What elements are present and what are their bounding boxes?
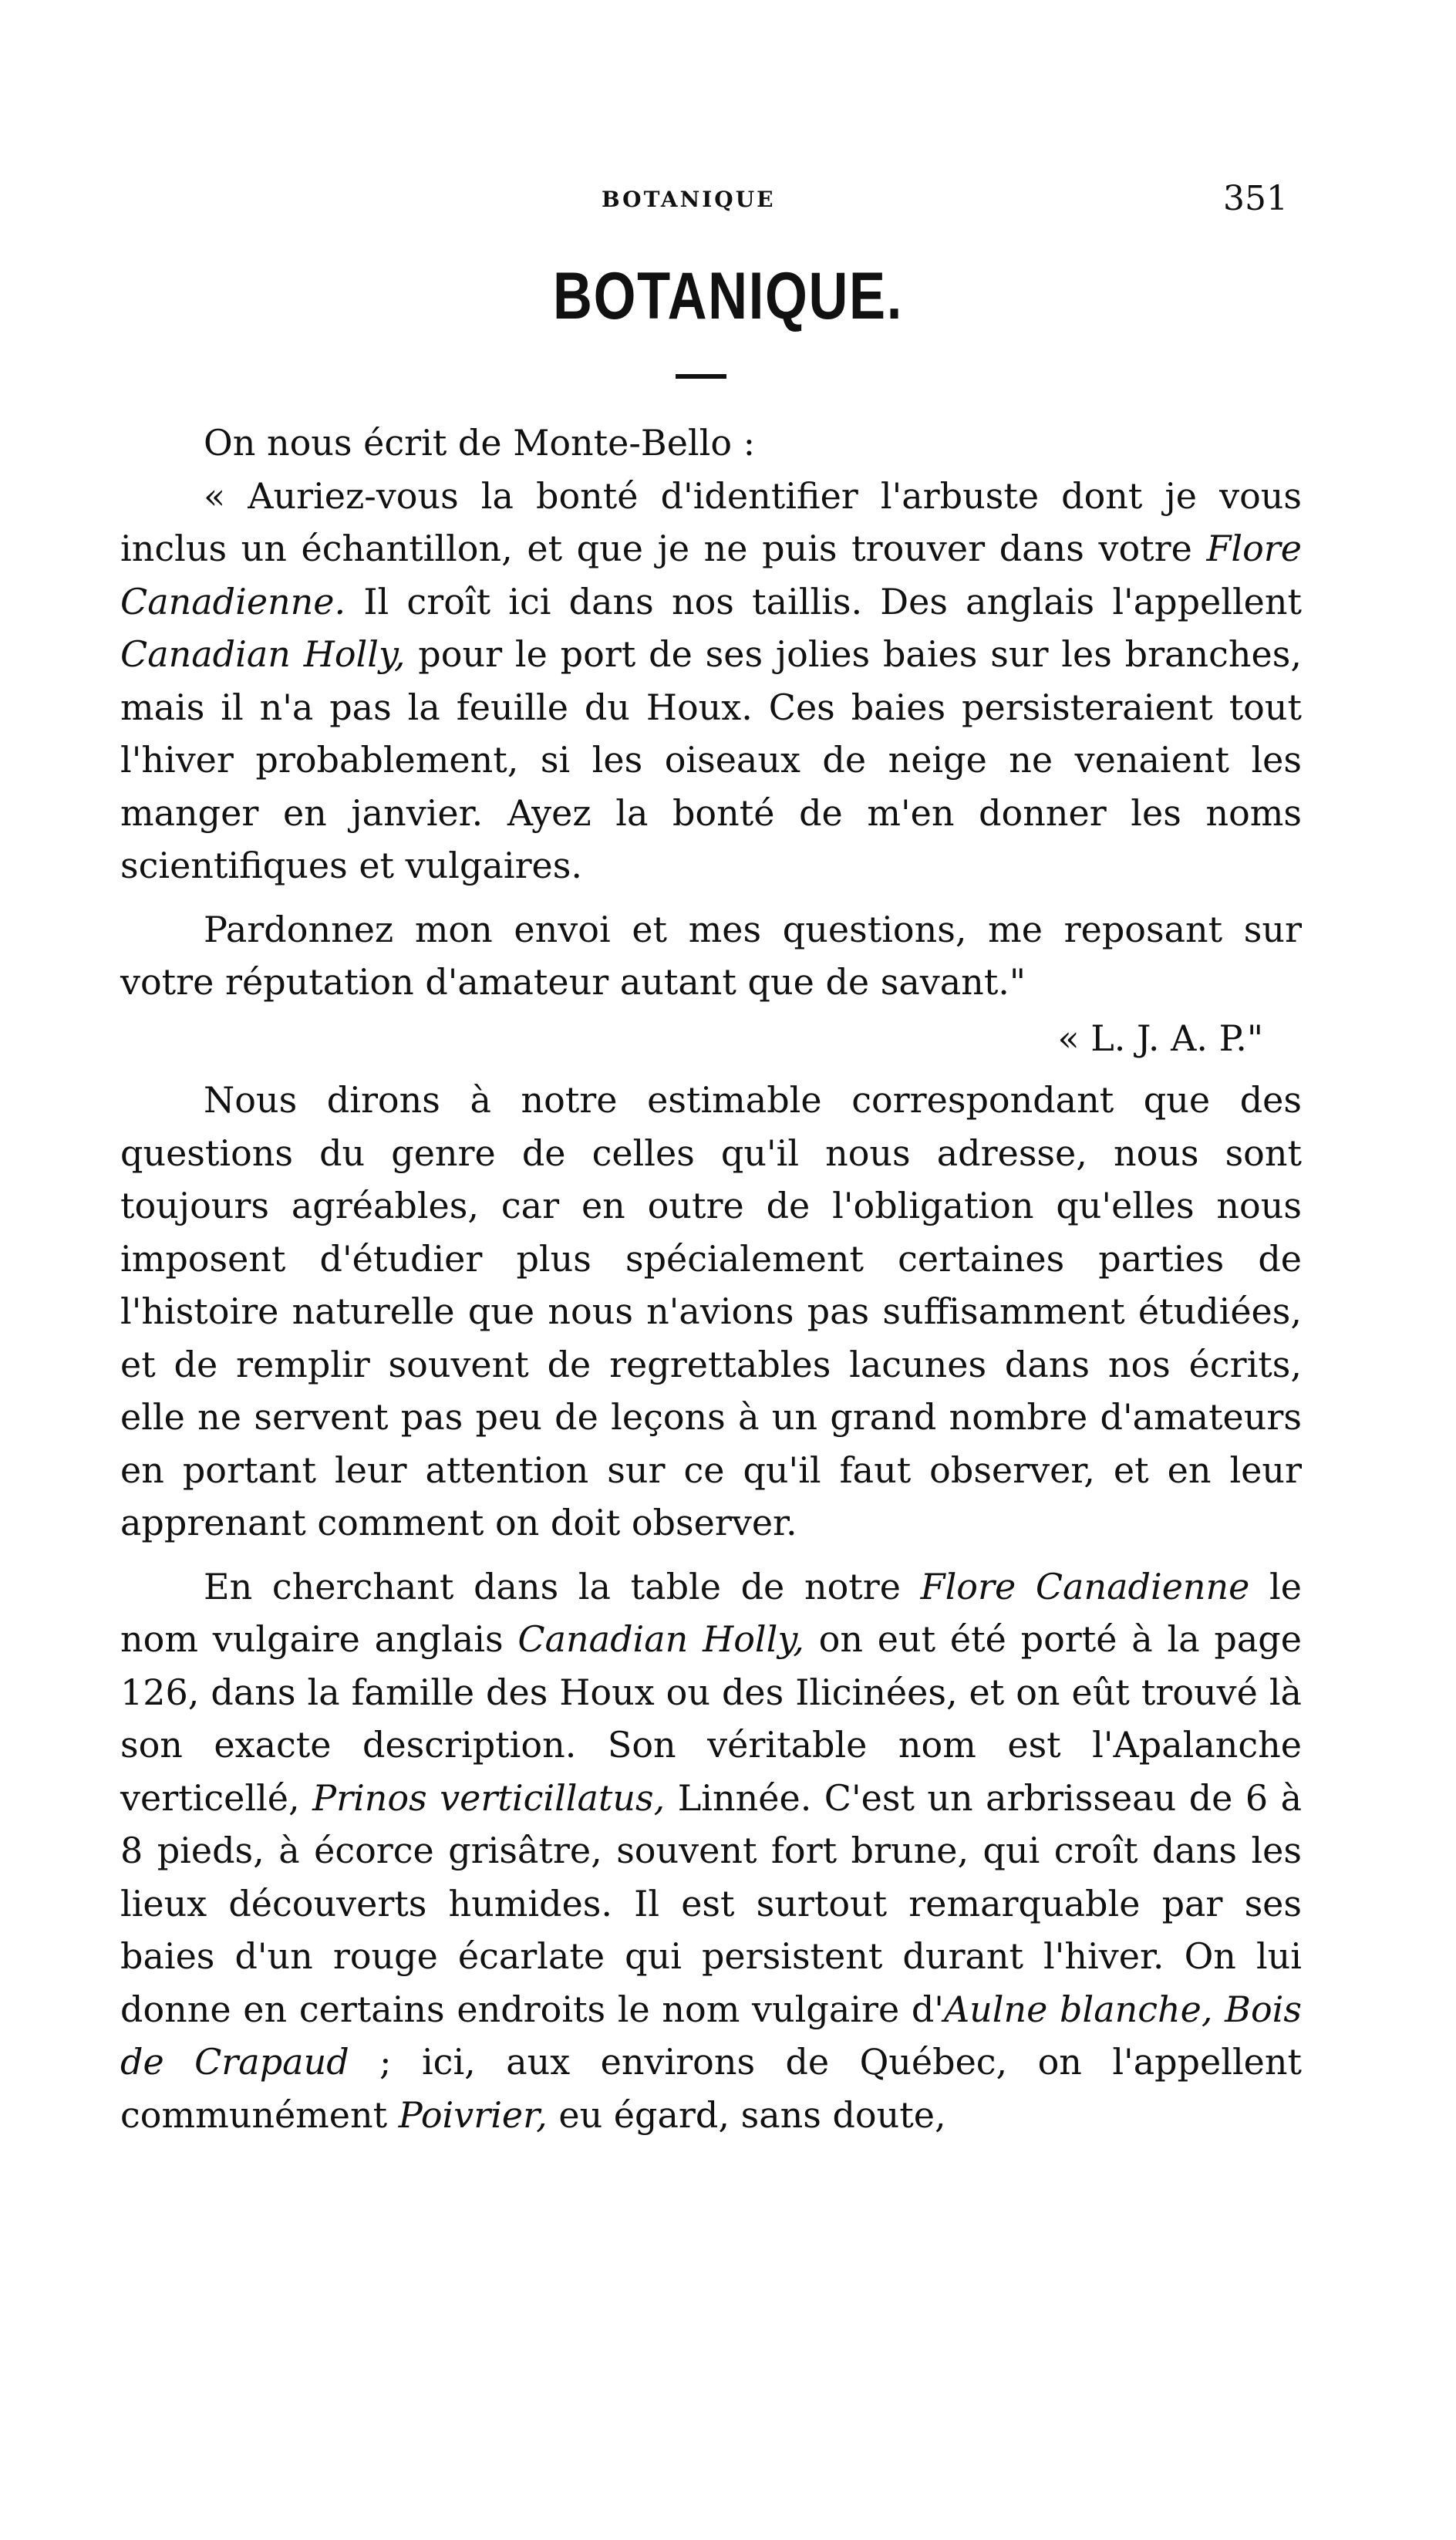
desc-text-a: En cherchant dans la table de notre [204,1565,921,1607]
running-title: BOTANIQUE [602,187,776,212]
paragraph-pardon: Pardonnez mon envoi et mes questions, me reposant sur votre réputation d'amateur autant que de savant." [120,908,1302,1003]
desc-text-d: Linnée. C'est un arbrisseau de 6 à 8 pieds, à écorce grisâtre, souvent fort brune, qui croît dans les lieux découverts humides. Il est surtout remarquable par ses baies d'un rouge écarlate qui persistent durant l'hiver. On lui donne en certains endroits le nom vulgaire d' [120,1776,1303,2030]
title-rule [676,374,726,379]
page-number: 351 [1223,179,1288,218]
desc-text-b: le nom vulgaire anglais [120,1565,1302,1660]
desc-italic-flore: Flore Canadienne [920,1565,1250,1607]
desc-text-c: on eut été porté à la page 126, dans la famille des Houx ou des Ilicinées, et on eût trouvé là son exacte description. Son véritable nom est l'Apalanche verticellé, [120,1618,1302,1819]
letter-text-c: pour le port de ses jolies baies sur les branches, mais il n'a pas la feuille du Houx. Ces baies persisteraient tout l'hiver probablement, si les oiseaux de neige ne venaient les manger en janvier. Ayez la bonté de m'en donner les noms scientifiques et vulgaires. [120,633,1302,886]
desc-italic-poivrier: Poivrier, [398,2093,548,2136]
letter-italic-holly: Canadian Holly, [120,633,406,675]
signature: « L. J. A. P." [1057,1017,1263,1059]
desc-italic-holly: Canadian Holly, [517,1618,804,1660]
paragraph-intro: On nous écrit de Monte-Bello : [204,422,756,464]
letter-italic-flore: Flore Canadienne. [120,528,1302,622]
desc-text-e: ; ici, aux environs de Québec, on l'appellent communément [120,2041,1302,2136]
page-title: BOTANIQUE. [553,259,903,333]
desc-italic-prinos: Prinos verticillatus, [312,1776,666,1819]
letter-text-b: Il croît ici dans nos taillis. Des anglais l'appellent [345,580,1302,622]
paragraph-letter [120,470,1302,892]
desc-text-f: eu égard, sans doute, [547,2093,946,2136]
paragraph-description [120,1560,1302,2142]
letter-text-a: « Auriez-vous la bonté d'identifier l'arbuste dont je vous inclus un échantillon, et que je ne puis trouver dans votre [120,474,1302,569]
desc-italic-aulne: Aulne blanche, Bois de Crapaud [120,1988,1302,2083]
body-text [120,417,1302,2141]
paragraph-reply: Nous dirons à notre estimable correspondant que des questions du genre de celles qu'il nous adresse, nous sont toujours agréables, car en outre de l'obligation qu'elles nous imposent d'étudier plus spécialement certaines parties de l'histoire naturelle que nous n'avions pas suffisamment étudiées, et de remplir souvent de regrettables lacunes dans nos écrits, elle ne servent pas peu de leçons à un grand nombre d'amateurs en portant leur attention sur ce qu'il faut observer, et en leur apprenant comment on doit observer. [120,1079,1302,1543]
